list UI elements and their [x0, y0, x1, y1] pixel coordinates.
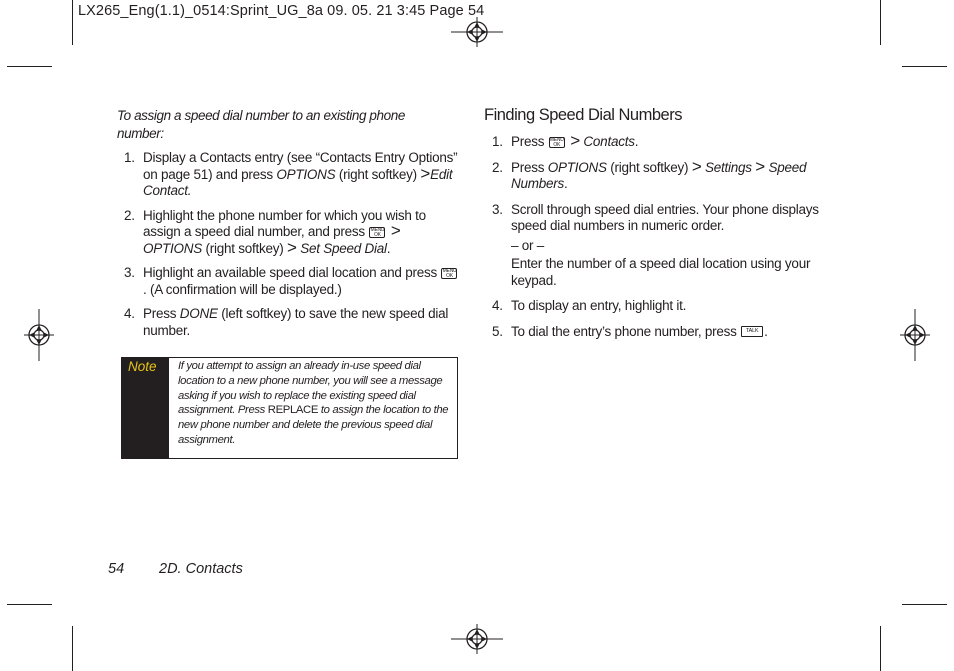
- menu-ok-key-icon: MENU OK: [549, 136, 564, 148]
- list-item: [492, 201, 821, 290]
- or-separator: – or –: [511, 237, 545, 253]
- find-speed-dial-steps: [492, 131, 821, 349]
- step-text: Press: [143, 306, 180, 321]
- arrow-separator: >: [565, 131, 580, 150]
- step-text: (left softkey) to save the new speed dial number.: [143, 306, 449, 338]
- options-softkey-label: OPTIONS: [143, 240, 203, 256]
- arrow-separator: >: [755, 156, 765, 176]
- replace-softkey-label: REPLACE: [267, 404, 319, 417]
- options-softkey-label: OPTIONS: [547, 159, 607, 175]
- step-text: .: [564, 176, 568, 191]
- step-text: Press: [511, 134, 548, 149]
- step-number: 1.: [492, 134, 503, 149]
- note-box: [121, 357, 458, 459]
- registration-mark-icon: [24, 309, 54, 361]
- assign-speed-dial-steps: [124, 150, 461, 347]
- crop-mark: [902, 604, 947, 605]
- step-text: Highlight an available speed dial location and press: [143, 265, 441, 280]
- list-item: [492, 323, 821, 341]
- note-text-part: If you attempt to assign an already in-use speed dial location to a new phone number, you will see a message asking if you wish to replace the existing speed dial assignment. Press: [178, 360, 443, 417]
- page-number: 54: [108, 561, 125, 577]
- step-number: 2.: [124, 207, 135, 223]
- list-item: [124, 207, 461, 258]
- note-text-part: to assign the location to the new phone number and delete the previous speed dial assignment.: [178, 404, 449, 446]
- step-number: 3.: [492, 201, 503, 217]
- crop-mark: [72, 0, 73, 45]
- list-item: [124, 265, 461, 298]
- note-text: [178, 359, 450, 448]
- crop-mark: [902, 66, 947, 67]
- step-number: 3.: [124, 265, 135, 280]
- step-number: 2.: [492, 159, 503, 175]
- step-number: 4.: [492, 298, 503, 313]
- talk-key-icon: TALK: [741, 326, 763, 337]
- crop-mark: [72, 626, 73, 671]
- list-item: [124, 306, 461, 339]
- arrow-separator: >: [386, 221, 401, 240]
- step-text: Press: [511, 159, 548, 175]
- step-text: . (A confirmation will be displayed.): [143, 281, 342, 297]
- step-text: (right softkey): [202, 240, 288, 256]
- step-text: Enter the number of a speed dial location using your keypad.: [511, 256, 811, 288]
- registration-mark-icon: [900, 309, 930, 361]
- arrow-separator: >: [691, 156, 702, 176]
- step-text: Scroll through speed dial entries. Your phone displays speed dial numbers in numeric order.: [511, 201, 819, 233]
- step-text: .: [386, 240, 391, 256]
- arrow-separator: >: [287, 237, 297, 257]
- section-heading: Finding Speed Dial Numbers: [484, 106, 682, 124]
- step-text: To dial the entry’s phone number, press: [511, 323, 741, 339]
- section-name: 2D. Contacts: [159, 561, 243, 577]
- step-text: .: [634, 134, 639, 149]
- list-item: [492, 298, 821, 315]
- step-number: 1.: [124, 150, 135, 165]
- step-text: Display a Contacts entry (see “Contacts Entry Options” on page 51) and press: [143, 150, 458, 182]
- menu-option-label: Speed Numbers: [511, 159, 807, 191]
- note-label: Note: [128, 359, 157, 374]
- print-slug: LX265_Eng(1.1)_0514:Sprint_UG_8a 09. 05. 21 3:45 Page 54: [78, 3, 485, 19]
- menu-ok-key-icon: MENU OK: [442, 267, 457, 279]
- done-softkey-label: DONE: [179, 306, 218, 321]
- list-item: [492, 156, 821, 193]
- list-item: [492, 131, 821, 151]
- crop-mark: [7, 604, 52, 605]
- registration-mark-icon: [451, 624, 503, 654]
- menu-ok-key-icon: MENU OK: [370, 226, 385, 238]
- note-label-panel: [122, 358, 169, 458]
- step-text: Highlight the phone number for which you wish to assign a speed dial number, and press: [143, 207, 426, 239]
- crop-mark: [7, 66, 52, 67]
- step-number: 4.: [124, 306, 135, 321]
- options-softkey-label: OPTIONS: [276, 166, 336, 182]
- menu-option-label: Set Speed Dial: [296, 240, 387, 256]
- step-text: .: [764, 323, 768, 339]
- registration-mark-icon: [451, 17, 503, 47]
- list-item: [124, 150, 461, 200]
- crop-mark: [880, 0, 881, 45]
- menu-option-label: Contacts: [579, 134, 635, 149]
- menu-option-label: Settings: [701, 159, 756, 175]
- step-number: 5.: [492, 323, 503, 339]
- menu-option-label: Edit Contact.: [143, 166, 453, 198]
- step-text: (right softkey): [335, 166, 421, 182]
- crop-mark: [880, 626, 881, 671]
- step-text: To display an entry, highlight it.: [511, 298, 687, 313]
- intro-text: To assign a speed dial number to an existing phone number:: [117, 108, 405, 141]
- arrow-separator: >: [420, 163, 431, 183]
- step-text: (right softkey): [606, 159, 692, 175]
